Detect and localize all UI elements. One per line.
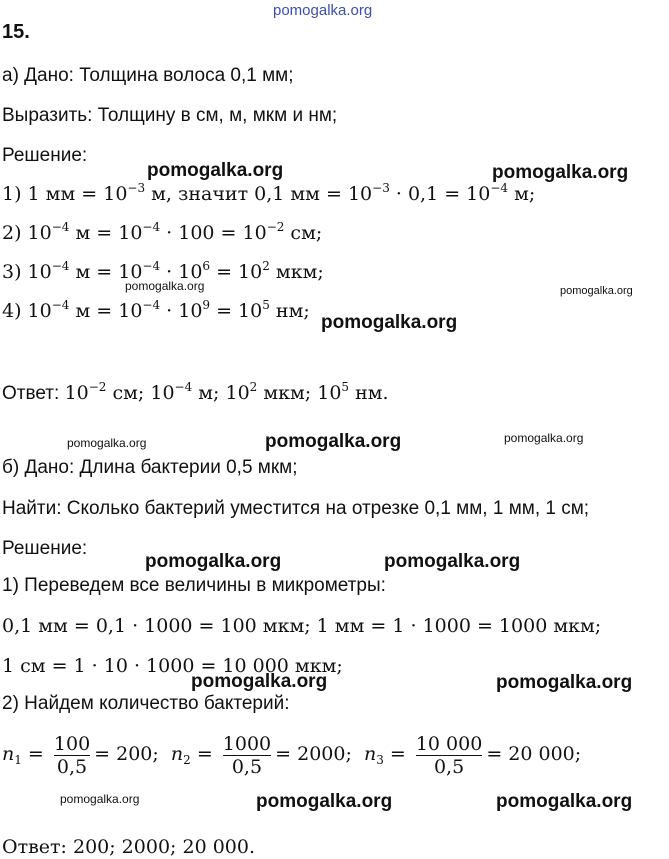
n3-result: = 20 000;	[486, 743, 582, 765]
n2-fraction	[223, 733, 271, 778]
step4-text-c: м = 10	[69, 300, 143, 322]
watermark: pomogalka.org	[265, 431, 402, 452]
part-a-given-label: а) Дано:	[2, 65, 74, 86]
n1-numerator: 100	[53, 732, 91, 755]
n1-sub: 1	[14, 753, 22, 767]
part-b-fractions: $n_1$ = $\frac{100}{0,5}$ = 200; $n_2$ = $\frac{1000}{0,5}$ = 2000; $n_3$ = $\frac{10 000}{0,5}$ = 20 000;	[2, 732, 582, 778]
step4-text-i: нм;	[269, 300, 310, 322]
n1-var: n	[2, 743, 15, 765]
n3-fraction	[416, 733, 482, 778]
part-a-express-text: Толщину в см, м, мкм и нм;	[97, 105, 338, 126]
watermark-top: pomogalka.org	[273, 2, 373, 19]
step1-text-g: м;	[508, 183, 536, 205]
step4-text-a: 4) 10	[2, 300, 52, 322]
watermark: pomogalka.org	[321, 312, 458, 333]
part-b-find	[2, 497, 589, 521]
step2-exp-1: −4	[51, 220, 70, 234]
step1-text-e: · 0,1 = 10	[389, 183, 491, 205]
answer-a-text-g: мкм; 10	[257, 382, 342, 404]
watermark: pomogalka.org	[496, 791, 633, 812]
watermark: pomogalka.org	[60, 792, 140, 806]
part-a-step-2	[2, 221, 322, 245]
part-a-step-1	[2, 182, 535, 206]
watermark: pomogalka.org	[560, 285, 633, 297]
step2-text-c: м = 10	[69, 222, 143, 244]
step3-text-g: = 10	[210, 261, 263, 283]
answer-a-label: Ответ:	[2, 383, 65, 404]
part-b-solution-label: Решение:	[2, 538, 88, 559]
step2-text-e: · 100 = 10	[160, 222, 267, 244]
step2-exp-3: −2	[266, 220, 285, 234]
step4-exp-3: 9	[202, 298, 211, 312]
n2-var: n	[170, 743, 184, 765]
step1-exp-3: −4	[490, 181, 509, 195]
n1-denominator: 0,5	[54, 755, 90, 778]
part-a-express	[2, 104, 337, 128]
part-a-answer	[2, 381, 389, 406]
n2-result: = 2000;	[275, 743, 352, 765]
answer-a-text-i: нм.	[349, 382, 389, 404]
step3-text-c: м = 10	[69, 261, 143, 283]
answer-a-exp-1: −2	[88, 380, 107, 394]
problem-number: 15.	[2, 21, 30, 43]
step3-exp-3: 6	[202, 259, 211, 273]
step2-text-g: см;	[284, 222, 323, 244]
answer-a-exp-4: 5	[341, 380, 350, 394]
part-b-step-1: 1) Переведем все величины в микрометры:	[2, 575, 386, 596]
step1-exp-2: −3	[372, 181, 390, 195]
step4-exp-4: 5	[262, 298, 270, 312]
part-b-given-label: б) Дано:	[2, 457, 75, 478]
answer-a-text-c: см; 10	[106, 382, 175, 404]
n3-sub: 3	[376, 753, 384, 767]
part-b-conversion-1: 0,1 мм = 0,1 · 1000 = 100 мкм; 1 мм = 1 · 1000 = 1000 мкм;	[2, 615, 602, 637]
step4-exp-1: −4	[51, 298, 70, 312]
n3-numerator: 10 000	[415, 732, 483, 755]
step3-text-a: 3) 10	[2, 261, 52, 283]
watermark: pomogalka.org	[125, 279, 205, 293]
part-b-step-2: 2) Найдем количество бактерий:	[2, 693, 290, 714]
part-a-express-label: Выразить:	[2, 105, 93, 126]
n1-result: = 200;	[94, 743, 159, 765]
watermark: pomogalka.org	[384, 551, 521, 572]
part-b-given	[2, 456, 298, 480]
answer-a-text-e: м; 10	[192, 382, 250, 404]
n3-var: n	[363, 743, 377, 765]
n2-sub: 2	[183, 753, 191, 767]
part-b-find-label: Найти:	[2, 498, 62, 519]
step1-exp-1: −3	[127, 181, 146, 195]
part-a-solution-label: Решение:	[2, 145, 88, 166]
part-b-given-text: Длина бактерии 0,5 мкм;	[79, 457, 298, 478]
part-a-given-text: Толщина волоса 0,1 мм;	[79, 65, 294, 86]
step4-text-e: · 10	[160, 300, 203, 322]
part-b-conversion-2: 1 см = 1 · 10 · 1000 = 10 000 мкм;	[2, 655, 343, 677]
step3-exp-1: −4	[51, 259, 70, 273]
answer-a-exp-3: 2	[249, 380, 258, 394]
part-b-find-text: Сколько бактерий уместится на отрезке 0,1 мм, 1 мм, 1 см;	[66, 498, 590, 519]
part-a-step-4	[2, 299, 310, 323]
n3-denominator: 0,5	[416, 755, 482, 778]
part-a-given	[2, 64, 294, 88]
step1-text-c: м, значит 0,1 мм = 10	[145, 183, 373, 205]
watermark: pomogalka.org	[147, 160, 284, 181]
step4-exp-2: −4	[142, 298, 161, 312]
watermark: pomogalka.org	[496, 672, 633, 693]
step4-text-g: = 10	[210, 300, 263, 322]
watermark: pomogalka.org	[191, 671, 328, 692]
step3-text-i: мкм;	[269, 261, 324, 283]
n2-denominator: 0,5	[223, 755, 271, 778]
n1-fraction	[54, 733, 90, 778]
step3-text-e: · 10	[160, 261, 203, 283]
answer-a-text-a: 10	[64, 382, 89, 404]
part-b-answer: Ответ: 200; 2000; 20 000.	[2, 836, 256, 858]
step1-text-a: 1) 1 мм = 10	[2, 183, 128, 205]
step3-exp-4: 2	[262, 259, 270, 273]
answer-a-exp-2: −4	[174, 380, 193, 394]
watermark: pomogalka.org	[492, 162, 629, 183]
n2-numerator: 1000	[222, 732, 272, 755]
step2-exp-2: −4	[142, 220, 161, 234]
watermark: pomogalka.org	[504, 431, 584, 445]
watermark: pomogalka.org	[256, 791, 393, 812]
step3-exp-2: −4	[142, 259, 161, 273]
step2-text-a: 2) 10	[2, 222, 52, 244]
watermark: pomogalka.org	[145, 551, 282, 572]
watermark: pomogalka.org	[67, 436, 147, 450]
